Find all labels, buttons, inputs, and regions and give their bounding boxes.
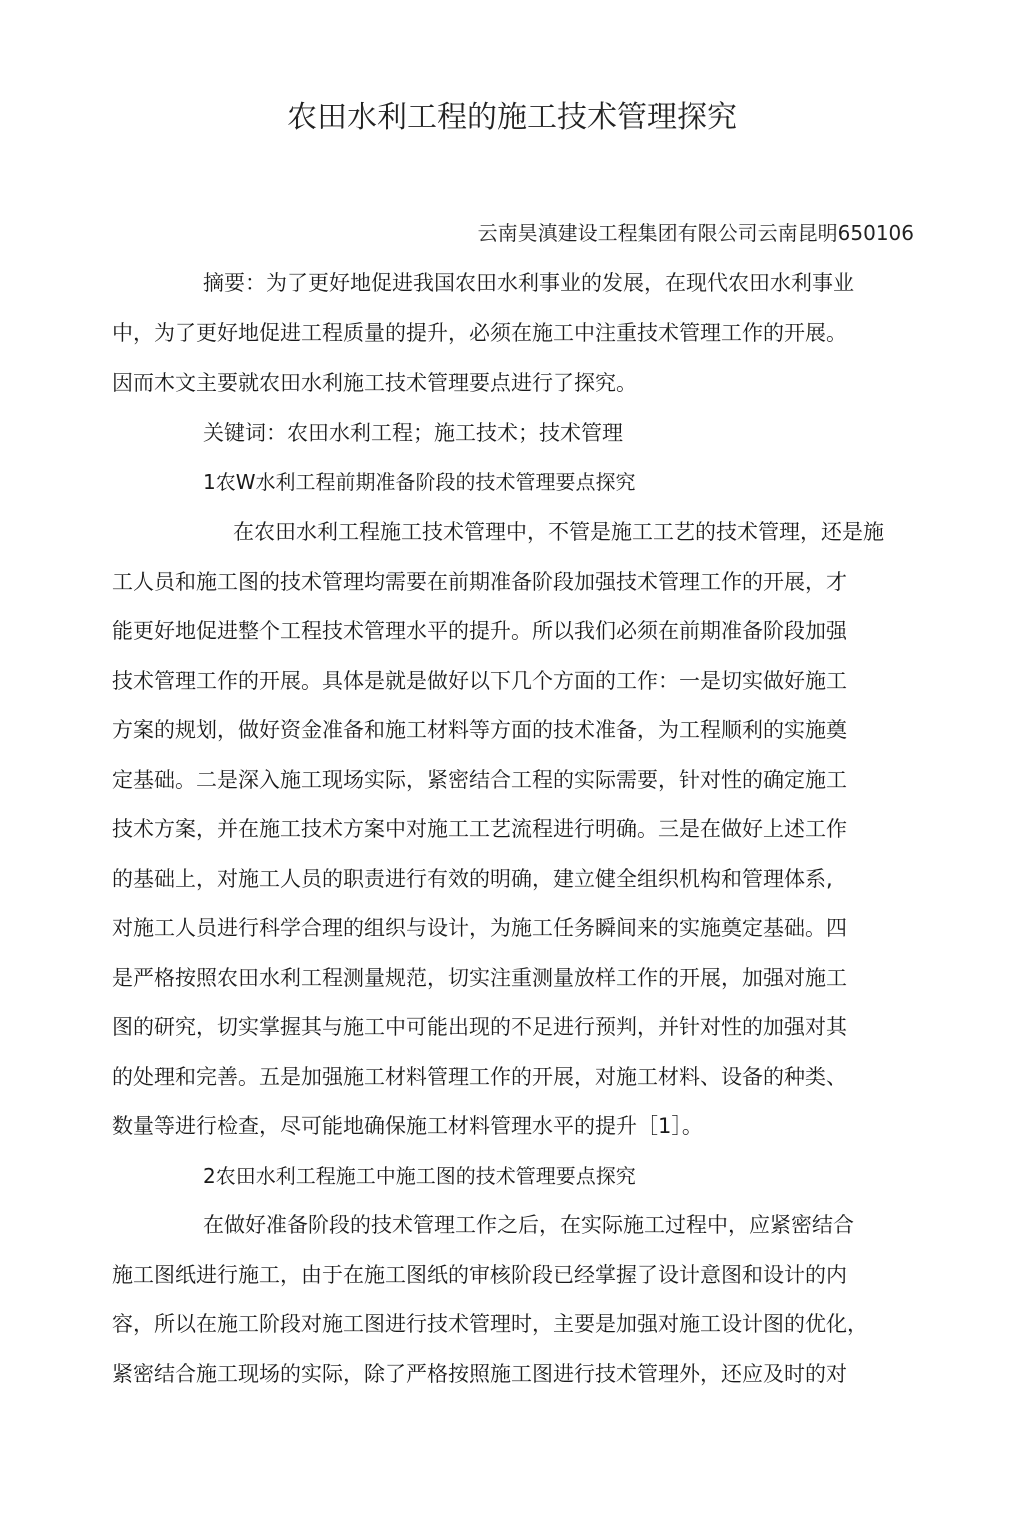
paragraph-line: 紧密结合施工现场的实际，除了严格按照施工图进行技术管理外，还应及时的对 xyxy=(112,1362,847,1386)
paragraph-line: 图的研究，切实掌握其与施工中可能出现的不足进行预判，并针对性的加强对其 xyxy=(112,1015,847,1039)
section-heading: 2农田水利工程施工中施工图的技术管理要点探究 xyxy=(203,1164,636,1188)
paragraph-line: 数量等进行检查，尽可能地确保施工材料管理水平的提升［1］。 xyxy=(112,1114,703,1138)
paragraph-line: 对施工人员进行科学合理的组织与设计，为施工任务瞬间来的实施奠定基础。四 xyxy=(112,916,847,940)
paragraph-line: 在做好准备阶段的技术管理工作之后，在实际施工过程中，应紧密结合 xyxy=(203,1213,854,1237)
paragraph-line: 工人员和施工图的技术管理均需要在前期准备阶段加强技术管理工作的开展，才 xyxy=(112,570,847,594)
paragraph-line: 容，所以在施工阶段对施工图进行技术管理时，主要是加强对施工设计图的优化， xyxy=(112,1312,868,1336)
paragraph-line: 施工图纸进行施工，由于在施工图纸的审核阶段已经掌握了设计意图和设计的内 xyxy=(112,1263,847,1287)
paragraph-line: 是严格按照农田水利工程测量规范，切实注重测量放样工作的开展，加强对施工 xyxy=(112,966,847,990)
author-affiliation: 云南昊滇建设工程集团有限公司云南昆明650106 xyxy=(477,221,914,245)
paragraph-line: 技术管理工作的开展。具体是就是做好以下几个方面的工作：一是切实做好施工 xyxy=(112,669,847,693)
abstract-line: 因而木文主要就农田水利施工技术管理要点进行了探究。 xyxy=(112,371,637,395)
paragraph-line: 方案的规划，做好资金准备和施工材料等方面的技术准备，为工程顺利的实施奠 xyxy=(112,718,847,742)
paragraph-line: 的基础上，对施工人员的职责进行有效的明确，建立健全组织机构和管理体系, xyxy=(112,867,833,891)
section-heading: 1农W水利工程前期准备阶段的技术管理要点探究 xyxy=(203,470,636,494)
paragraph-line: 的处理和完善。五是加强施工材料管理工作的开展，对施工材料、设备的种类、 xyxy=(112,1065,847,1089)
keywords: 关键词：农田水利工程；施工技术；技术管理 xyxy=(203,421,623,445)
abstract-line: 摘要：为了更好地促进我国农田水利事业的发展，在现代农田水利事业 xyxy=(203,271,854,295)
paragraph-line: 定基础。二是深入施工现场实际，紧密结合工程的实际需要，针对性的确定施工 xyxy=(112,768,847,792)
paragraph-line: 在农田水利工程施工技术管理中，不管是施工工艺的技术管理，还是施 xyxy=(233,520,884,544)
document-title: 农田水利工程的施工技术管理探究 xyxy=(287,100,737,135)
paragraph-line: 技术方案，并在施工技术方案中对施工工艺流程进行明确。三是在做好上述工作 xyxy=(112,817,847,841)
abstract-line: 中，为了更好地促进工程质量的提升，必须在施工中注重技术管理工作的开展。 xyxy=(112,321,847,345)
paragraph-line: 能更好地促进整个工程技术管理水平的提升。所以我们必须在前期准备阶段加强 xyxy=(112,619,847,643)
